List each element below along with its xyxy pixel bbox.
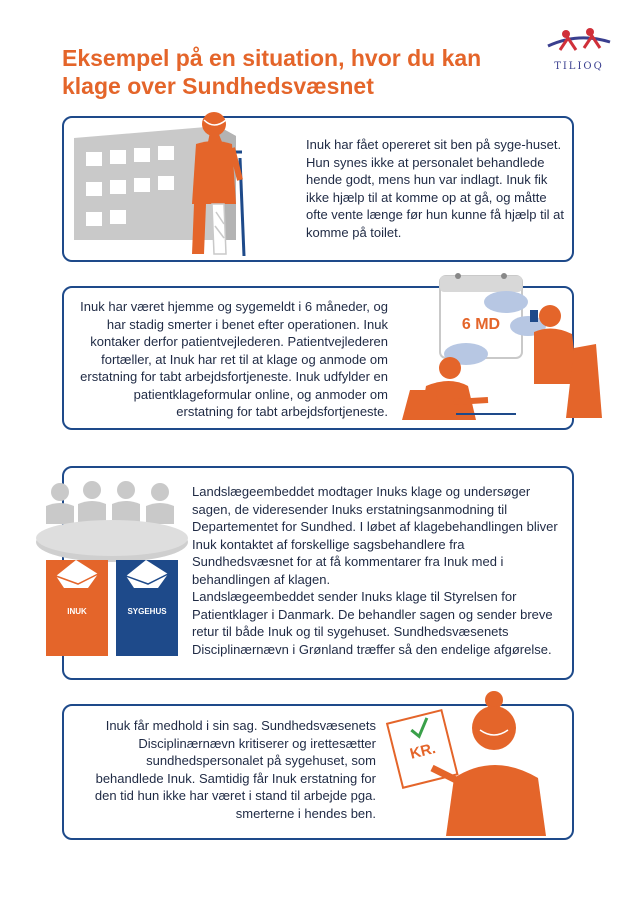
section-text-outcome: Inuk får medhold i sin sag. Sundhedsvæsenets Disciplinærnævn kritiserer og irettesætter sundhedspersonalet på sygehuset, som behandlede Inuk. Samtidig får Inuk erstatning for den tid hun ikke har været i stand til arbejde pga. smerterne i hendes ben. [94,718,376,821]
inuk-box-label: INUK [67,607,87,616]
section-text-complaint: Inuk har været hjemme og sygemeldt i 6 måneder, og har stadig smerter i benet efter operationen. Inuk kontaker derfor patientvejlederen. Patientvejlederen fortæller, at Inuk har ret til at klage og anmode om erstatning for tabt arbejdsfortjeneste. Inuk udfylder en patientklageformular online, og anmoder om erstatning for tabt arbejdsfortjeneste. [80,299,388,419]
page-title: Eksempel på en situation, hvor du kan klage over Sundhedsvæsnet [62,45,482,99]
processing-paragraph-2: Landslægeembeddet sender Inuks klage til Styrelsen for Patientklager i Danmark. De behandler sagen og sender breve retur til både Inuk og til sygehuset. Sundhedsvæsenets Disciplinærnævn i Grønland træffer så den endelige afgørelse. [192,589,553,657]
outcome-illustration [388,686,588,836]
section-text-surgery: Inuk har fået opereret sit ben på syge-huset. Hun synes ikke at personalet behandlede hende godt, mens hun var indlagt. Inuk fik ikke hjælp til at komme op at gå, og måtte ofte vente længe før hun kunne få hjælp til at komme på toilet. [306,137,564,240]
hospital-illustration [68,108,288,260]
case-processing-illustration [32,474,192,666]
logo-text: TILIOQ [554,61,604,72]
calendar-label: 6 MD [461,316,501,333]
section-text-processing [192,483,564,658]
sygehus-box-label: SYGEHUS [127,607,167,616]
patient-advisor-illustration [396,268,602,424]
kr-sign-label: KR. [408,740,438,763]
processing-paragraph-1: Landslægeembeddet modtager Inuks klage og undersøger sagen, de videresender Inuks erstatningsanmodning til Departementet for Sundhed. I løbet af klagebehandlingen bliver Inuk kontaktet af forskellige sagsbehandlere fra Sundhedsvæsnet for at få kommentarer fra Inuk med i behandlingen af klagen. [192,484,558,587]
